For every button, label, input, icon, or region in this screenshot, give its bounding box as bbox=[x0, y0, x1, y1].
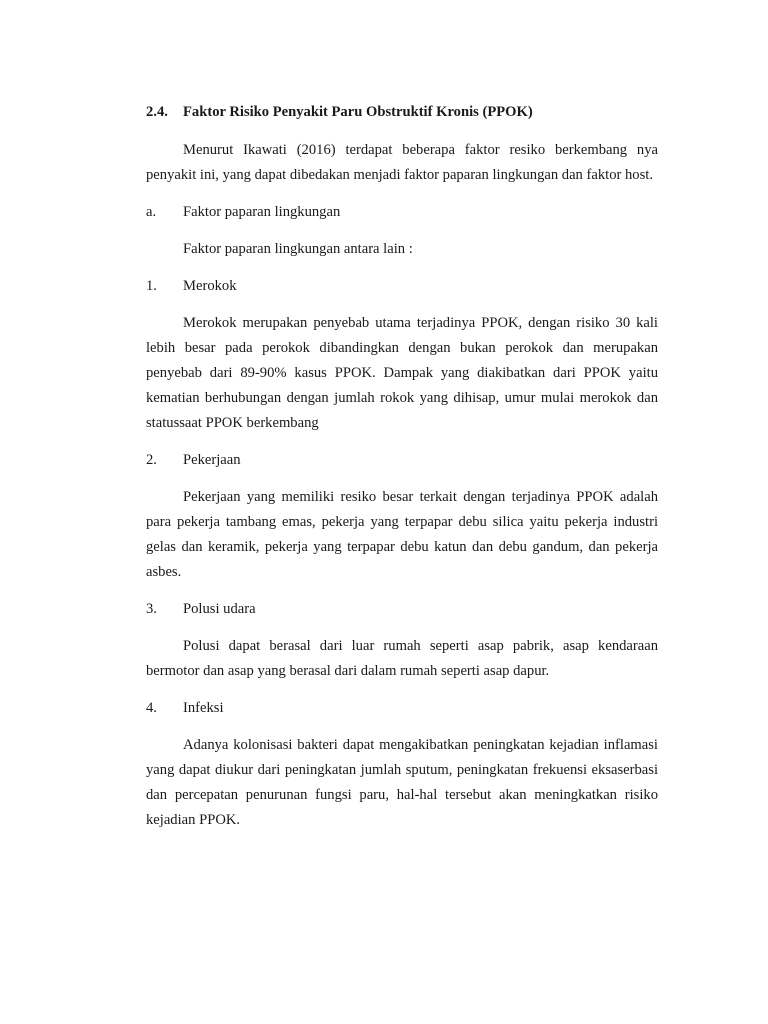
list-item-2 bbox=[146, 448, 658, 473]
section-heading bbox=[146, 100, 658, 125]
subsection-a bbox=[146, 200, 658, 225]
list-item-3-marker: 3. bbox=[146, 601, 157, 617]
list-item-1-title: Merokok bbox=[183, 278, 237, 294]
list-item-2-text: Pekerjaan yang memiliki resiko besar terkait dengan terjadinya PPOK adalah para pekerja tambang emas, pekerja yang terpapar debu silica yaitu pekerja industri gelas dan keramik, pekerja yang terpapar debu katun dan debu gandum, dan pekerja asbes. bbox=[146, 489, 658, 580]
list-item-1-marker: 1. bbox=[146, 278, 157, 294]
list-item-2-title: Pekerjaan bbox=[183, 452, 241, 468]
list-item-4-marker: 4. bbox=[146, 700, 157, 716]
list-item-3-title: Polusi udara bbox=[183, 601, 256, 617]
list-item-3-text: Polusi dapat berasal dari luar rumah seperti asap pabrik, asap kendaraan bermotor dan asap yang berasal dari dalam rumah seperti asap dapur. bbox=[146, 638, 658, 679]
subsection-a-title: Faktor paparan lingkungan bbox=[183, 204, 341, 220]
subsection-a-marker: a. bbox=[146, 204, 157, 220]
intro-paragraph: Menurut Ikawati (2016) terdapat beberapa faktor resiko berkembang nya penyakit ini, yang dapat dibedakan menjadi faktor paparan lingkungan dan faktor host. bbox=[146, 142, 658, 183]
list-item-2-marker: 2. bbox=[146, 452, 157, 468]
list-item-4-text: Adanya kolonisasi bakteri dapat mengakibatkan peningkatan kejadian inflamasi yang dapat diukur dari peningkatan jumlah sputum, peningkatan frekuensi eksaserbasi dan percepatan penurunan fungsi paru, hal-hal tersebut akan meningkatkan risiko kejadian PPOK. bbox=[146, 737, 658, 828]
list-item-4 bbox=[146, 696, 658, 721]
document-body bbox=[146, 100, 658, 845]
section-title: Faktor Risiko Penyakit Paru Obstruktif Kronis (PPOK) bbox=[183, 104, 533, 120]
list-item-4-title: Infeksi bbox=[183, 700, 224, 716]
section-number: 2.4. bbox=[146, 104, 168, 120]
list-item-3 bbox=[146, 597, 658, 622]
subsection-a-lead: Faktor paparan lingkungan antara lain : bbox=[183, 241, 413, 257]
list-item-1 bbox=[146, 274, 658, 299]
list-item-1-text: Merokok merupakan penyebab utama terjadinya PPOK, dengan risiko 30 kali lebih besar pada perokok dibandingkan dengan bukan perokok dan merupakan penyebab dari 89-90% kasus PPOK. Dampak yang diakibatkan dari PPOK yaitu kematian berhubungan dengan jumlah rokok yang dihisap, umur mulai merokok dan statussaat PPOK berkembang bbox=[146, 315, 658, 431]
